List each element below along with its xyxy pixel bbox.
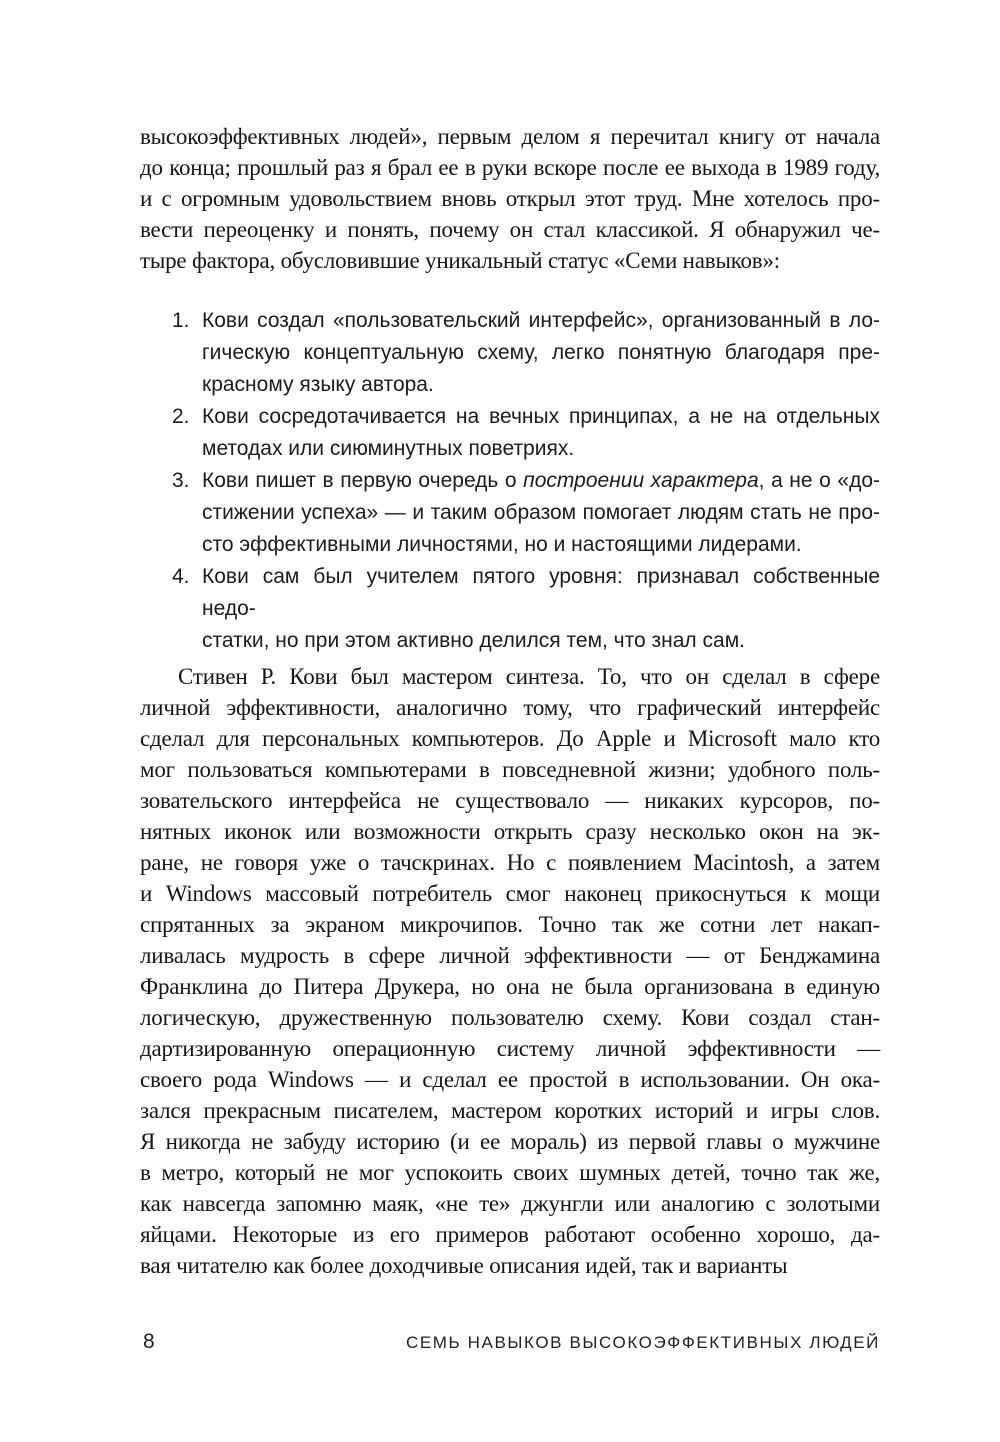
list-item-number: 4.: [172, 565, 190, 588]
body-paragraph: [140, 661, 880, 1281]
text-line: вая читателю как более доходчивые описания идей, так и варианты: [140, 1253, 788, 1278]
text-line: дартизированную операционную систему личной эффективности —: [140, 1036, 880, 1061]
text-line: Кови создал «пользовательский интерфейс», организованный в ло-: [202, 309, 880, 332]
text-line: зался прекрасным писателем, мастером коротких историй и игры слов.: [140, 1098, 880, 1123]
text-line: личной эффективности, аналогично тому, что графический интерфейс: [140, 695, 880, 720]
list-item: [140, 561, 880, 657]
page-number: 8: [143, 1330, 156, 1353]
text-line: и с огромным удовольствием вновь открыл этот труд. Мне хотелось про-: [140, 186, 880, 211]
text-line: тыре фактора, обусловившие уникальный статус «Семи навыков»:: [140, 248, 780, 273]
text-line: логическую, дружественную пользователю схему. Кови создал стан-: [140, 1005, 880, 1030]
paragraph-continuation: [140, 121, 880, 276]
text-line: высокоэффективных людей», первым делом я перечитал книгу от начала: [140, 124, 880, 149]
text-line: Я никогда не забуду историю (и ее мораль) из первой главы о мужчине: [140, 1129, 880, 1154]
text-line: Кови сосредотачивается на вечных принципах, а не на отдельных: [202, 405, 880, 428]
text-line: спрятанных за экраном микрочипов. Точно так же сотни лет накап-: [140, 912, 880, 937]
text-segment: Кови пишет в первую очередь о: [202, 469, 524, 492]
page-footer: [140, 1330, 880, 1354]
text-line: своего рода Windows — и сделал ее простой в использовании. Он ока-: [140, 1067, 880, 1092]
text-line: гическую концептуальную схему, легко понятную благодаря пре-: [202, 341, 880, 364]
text-line: и Windows массовый потребитель смог наконец прикоснуться к мощи: [140, 881, 880, 906]
text-line: красному языку автора.: [202, 373, 434, 396]
text-line: сделал для персональных компьютеров. До Apple и Microsoft мало кто: [140, 726, 880, 751]
list-item-number: 2.: [172, 405, 190, 428]
running-title: СЕМЬ НАВЫКОВ ВЫСОКОЭФФЕКТИВНЫХ ЛЮДЕЙ: [405, 1333, 880, 1352]
text-line: Кови сам был учителем пятого уровня: признавал собственные недо-: [202, 565, 880, 620]
italic-text-segment: построении характера: [523, 469, 759, 492]
numbered-list: [140, 305, 880, 657]
text-line: [202, 465, 880, 497]
text-line: Франклина до Питера Друкера, но она не была организована в единую: [140, 974, 880, 999]
text-line: Стивен Р. Кови был мастером синтеза. То, что он сделал в сфере: [178, 664, 880, 689]
text-line: статки, но при этом активно делился тем, что знал сам.: [202, 629, 745, 652]
text-line: стижении успеха» — и таким образом помогает людям стать не про-: [202, 501, 880, 524]
text-line: мог пользоваться компьютерами в повседневной жизни; удобного поль-: [140, 757, 880, 782]
text-line: ране, не говоря уже о тачскринах. Но с появлением Macintosh, а затем: [140, 850, 880, 875]
list-item-number: 1.: [172, 309, 190, 332]
list-item: [140, 401, 880, 465]
text-line: сто эффективными личностями, но и настоящими лидерами.: [202, 533, 802, 556]
list-item-number: 3.: [172, 469, 190, 492]
text-line: ливалась мудрость в сфере личной эффективности — от Бенджамина: [140, 943, 880, 968]
text-segment: , а не о «до-: [758, 469, 880, 492]
text-line: нятных иконок или возможности открыть сразу несколько окон на эк-: [140, 819, 880, 844]
text-line: зовательского интерфейса не существовало — никаких курсоров, по-: [140, 788, 880, 813]
text-line: методах или сиюминутных поветриях.: [202, 437, 575, 460]
text-line: до конца; прошлый раз я брал ее в руки вскоре после ее выхода в 1989 году,: [140, 155, 880, 180]
text-line: в метро, который не мог успокоить своих шумных детей, точно так же,: [140, 1160, 880, 1185]
text-line: вести переоценку и понять, почему он стал классикой. Я обнаружил че-: [140, 217, 880, 242]
list-item: [140, 465, 880, 561]
text-line: как навсегда запомню маяк, «не те» джунгли или аналогию с золотыми: [140, 1191, 880, 1216]
list-item: [140, 305, 880, 401]
text-line: яйцами. Некоторые из его примеров работают особенно хорошо, да-: [140, 1222, 880, 1247]
